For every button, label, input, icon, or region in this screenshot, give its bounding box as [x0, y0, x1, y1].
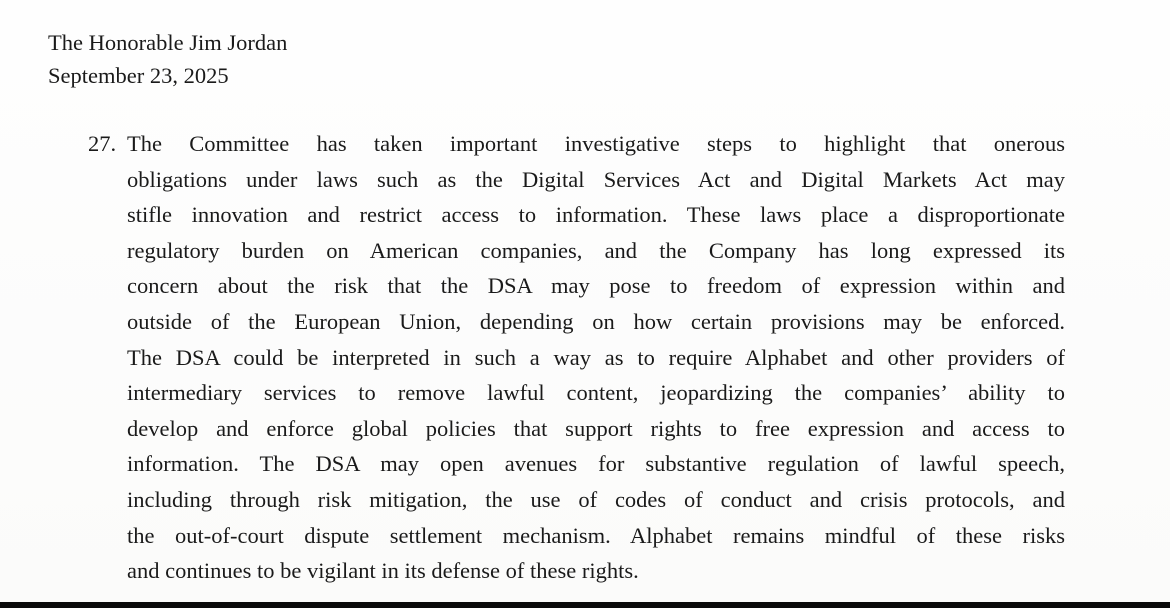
paragraph-line: The Committee has taken important investigative steps to highlight that onerous — [127, 131, 1065, 156]
letter-header — [48, 26, 287, 92]
paragraph-line: intermediary services to remove lawful content, jeopardizing the companies’ ability to — [127, 380, 1065, 406]
bottom-border — [0, 602, 1170, 608]
paragraph-line: stifle innovation and restrict access to information. These laws place a disproportionate — [127, 202, 1065, 228]
paragraph-line: obligations under laws such as the Digital Services Act and Digital Markets Act may — [127, 166, 1065, 192]
addressee-line: The Honorable Jim Jordan — [48, 30, 288, 55]
paragraph-line: concern about the risk that the DSA may pose to freedom of expression within and — [127, 273, 1065, 299]
paragraph-line: and continues to be vigilant in its defense of these rights. — [127, 558, 639, 584]
paragraph-number: 27. — [88, 131, 117, 156]
paragraph-line: the out-of-court dispute settlement mechanism. Alphabet remains mindful of these risks — [127, 522, 1065, 548]
paragraph-line: outside of the European Union, depending on how certain provisions may be enforced. — [127, 308, 1065, 334]
paragraph-line: information. The DSA may open avenues for substantive regulation of lawful speech, — [127, 451, 1065, 477]
paragraph-line: The DSA could be interpreted in such a way as to require Alphabet and other providers of — [127, 344, 1065, 370]
paragraph-body — [127, 126, 1065, 589]
paragraph-line: regulatory burden on American companies, and the Company has long expressed its — [127, 237, 1065, 263]
paragraph-line: develop and enforce global policies that support rights to free expression and access to — [127, 415, 1065, 441]
date-line: September 23, 2025 — [48, 63, 229, 88]
paragraph-line: including through risk mitigation, the use of codes of conduct and crisis protocols, and — [127, 486, 1065, 512]
